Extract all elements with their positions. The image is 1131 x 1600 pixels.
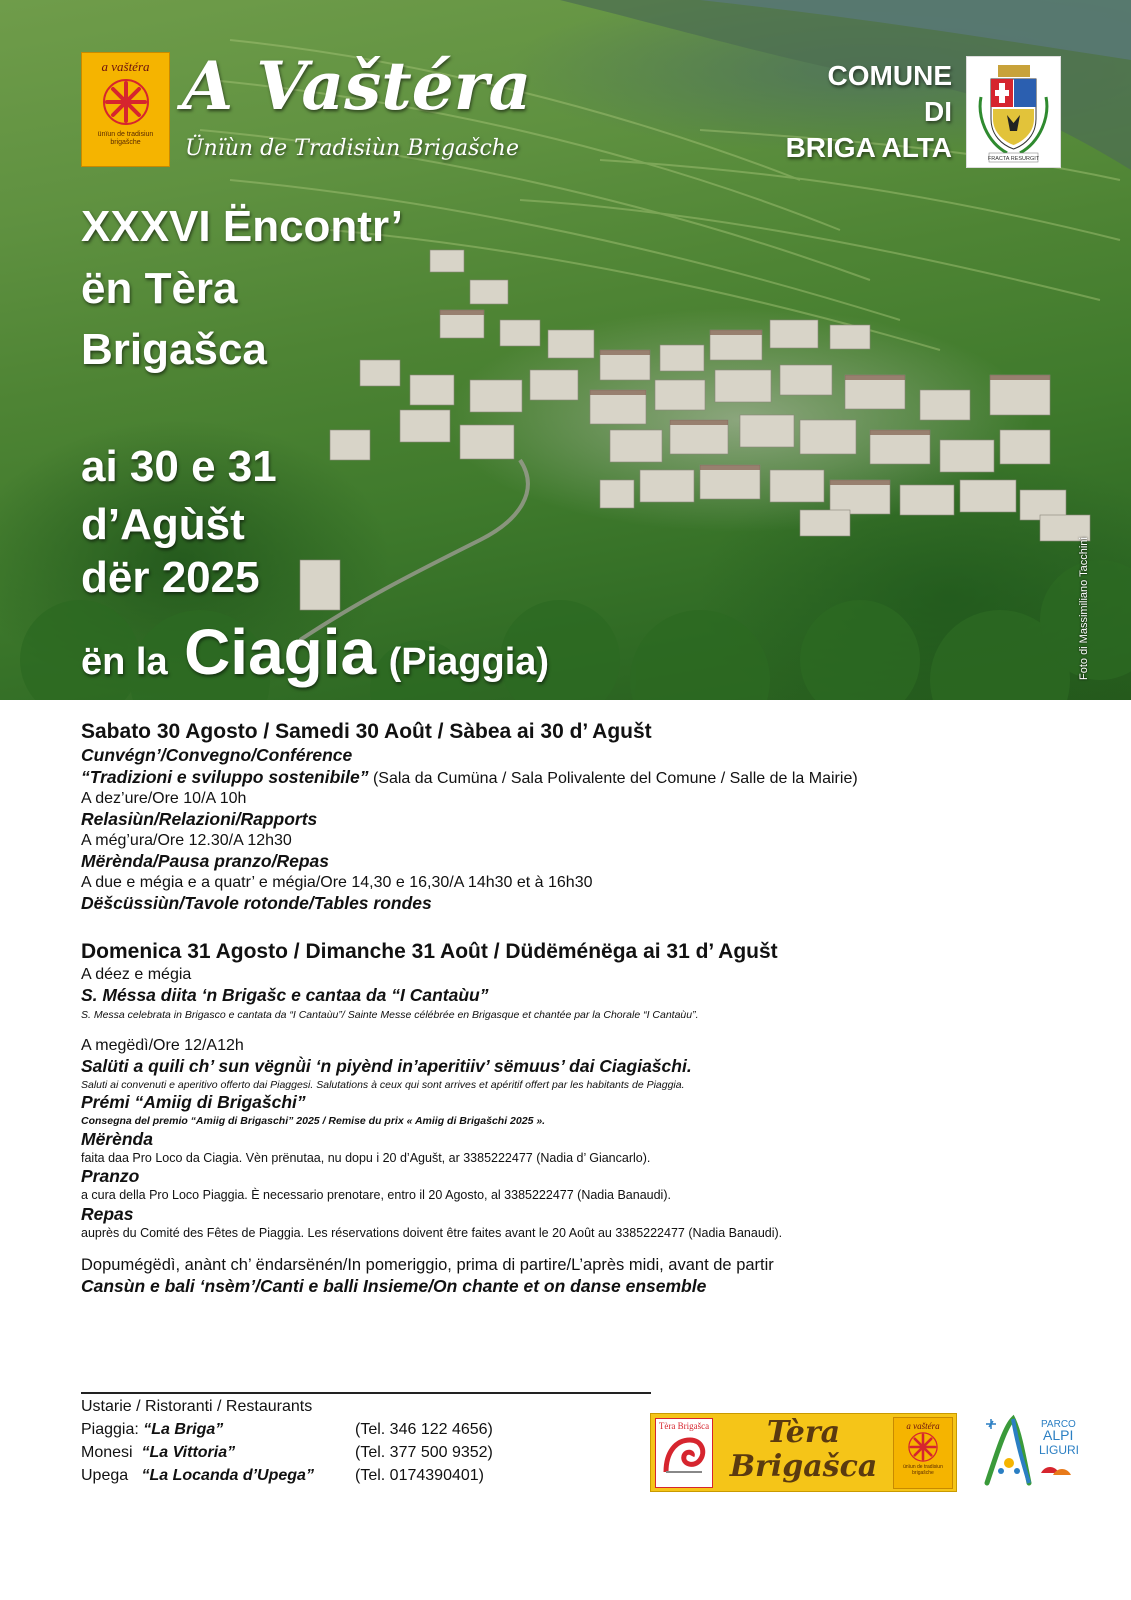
- comune-line-2: DI: [924, 96, 952, 127]
- photo-credit: Foto di Massimiliano Tacchini: [1078, 537, 1090, 680]
- vastera-logo-text: a vaštéra: [101, 59, 150, 74]
- conference-place: (Sala da Cumüna / Sala Polivalente del Comune / Salle de la Mairie): [368, 770, 858, 788]
- restaurant-phone: (Tel. 0174390401): [355, 1467, 484, 1484]
- mass-note: S. Messa celebrata in Brigasco e cantata da “I Cantaùu”/ Sainte Messe célébrée en Brigasque et chantée par la Chorale “I Cantaùu”.: [81, 1008, 699, 1021]
- restaurant-town: Upega: [81, 1467, 142, 1484]
- parco-line-2: ALPI: [1043, 1427, 1074, 1443]
- place-name: Ciagia: [184, 616, 377, 688]
- vastera-small-text: a vaštéra: [906, 1421, 940, 1431]
- date-line-2: d’Agùšt: [81, 500, 245, 549]
- vastera-logo-caption: ünïun de tradisiun brigašche: [97, 131, 154, 146]
- place-alt: (Piaggia): [388, 641, 550, 683]
- place-prefix: ën la: [81, 641, 168, 683]
- mass-time: A déez e mégia: [81, 966, 192, 983]
- restaurant-row: [81, 1467, 641, 1490]
- aperitif-time: A megëdì/Ore 12/A12h: [81, 1036, 244, 1054]
- parco-alpi-liguri-icon: [983, 1413, 1078, 1488]
- repas-label: Repas: [81, 1203, 134, 1224]
- page-title: A Vaštéra: [182, 47, 532, 125]
- tera-small-text: Tèra Brigašca: [658, 1421, 710, 1431]
- restaurant-town: Piaggia:: [81, 1421, 144, 1438]
- restaurant-phone: (Tel. 346 122 4656): [355, 1421, 493, 1438]
- merenda-note: faita daa Pro Loco da Ciagia. Vèn prënutaa, nu dopu i 20 d’Agušt, ar 3385222477 (Nadia d’ Giancarlo).: [81, 1150, 651, 1165]
- date-line-1: ai 30 e 31: [81, 442, 277, 491]
- occitan-cross-icon: [907, 1431, 939, 1463]
- briga-alta-crest: [966, 56, 1061, 168]
- comune-label: [740, 58, 952, 166]
- afternoon-label: Cansùn e bali ‘nsèm’/Canti e balli Insieme/On chante et on danse ensemble: [81, 1275, 707, 1296]
- vastera-small-logo: [893, 1417, 953, 1489]
- page-subtitle: Ünïùn de Tradisiùn Brigašche: [185, 136, 519, 161]
- ram-horn-icon: [656, 1432, 712, 1476]
- reports-label: Relasiùn/Relazioni/Rapports: [81, 809, 318, 830]
- parco-line-3: LIGURI: [1039, 1443, 1078, 1457]
- tera-small-logo: [655, 1418, 713, 1488]
- event-line-2: ën Tèra: [81, 264, 238, 313]
- pranzo-note: a cura della Pro Loco Piaggia. È necessario prenotare, entro il 20 Agosto, al 3385222477 (Nadia Banaudi).: [81, 1188, 671, 1203]
- program: [81, 719, 1071, 1298]
- sunday-heading: Domenica 31 Agosto / Dimanche 31 Août / Düdëménëga ai 31 d’ Agušt: [81, 939, 778, 963]
- comune-line-1: COMUNE: [827, 60, 952, 91]
- restaurant-town: Monesi: [81, 1444, 142, 1461]
- parco-alpi-liguri-logo: [983, 1413, 1078, 1488]
- parco-line-1: PARCO: [1041, 1419, 1076, 1430]
- conference-time: A dez’ure/Ore 10/A 10h: [81, 790, 247, 808]
- reports-time: A még’ura/Ore 12.30/A 12h30: [81, 832, 292, 849]
- restaurants-list: [81, 1398, 641, 1490]
- hero-photo: [0, 0, 1131, 700]
- restaurant-row: [81, 1421, 641, 1444]
- repas-note: auprès du Comité des Fêtes de Piaggia. Les réservations doivent être faites avant le 20 Août au 3385222477 (Nadia Banaudi).: [81, 1225, 783, 1240]
- afternoon-time: Dopumégëdì, anànt ch’ ëndarsënén/In pomeriggio, prima di partire/L’après midi, avant de partir: [81, 1256, 774, 1275]
- restaurants-heading: Ustarie / Ristoranti / Restaurants: [81, 1398, 313, 1415]
- conference-info: [81, 767, 1071, 789]
- prize-note: Consegna del premio “Amiig di Brigaschi” 2025 / Remise du prix « Amiig di Brigašchi 2025 ».: [81, 1115, 546, 1128]
- tera-big-line-1: Tèra: [766, 1415, 841, 1450]
- mass-label: S. Méssa diita ‘n Brigašc e cantaa da “I Cantaùu”: [81, 985, 489, 1005]
- restaurant-name: “La Locanda d’Upega”: [141, 1467, 314, 1484]
- tera-big-line-2: Brigašca: [729, 1449, 878, 1484]
- lunch-label: Mërènda/Pausa pranzo/Repas: [81, 851, 329, 871]
- restaurant-row: [81, 1444, 641, 1467]
- saturday-heading: Sabato 30 Agosto / Samedi 30 Août / Sàbea ai 30 d’ Agušt: [81, 720, 652, 743]
- aperitif-note: Saluti ai convenuti e aperitivo offerto dai Piaggesi. Salutations à ceux qui sont arrives et apéritif offert par les habitants de Piaggia.: [81, 1078, 685, 1091]
- event-line-3: Brigašca: [81, 325, 267, 374]
- crest-motto: FRACTA RESURGIT: [987, 156, 1040, 162]
- pranzo-label: Pranzo: [81, 1166, 140, 1187]
- conference-label: Cunvégn’/Convegno/Conférence: [81, 745, 353, 766]
- section-divider: [81, 1392, 651, 1394]
- restaurant-phone: (Tel. 377 500 9352): [355, 1444, 493, 1461]
- event-line-1: XXXVI Ëncontr’: [81, 202, 403, 251]
- restaurant-name: “La Briga”: [143, 1421, 224, 1438]
- event-place: [81, 616, 550, 688]
- tera-brigasca-banner: [650, 1413, 957, 1492]
- restaurant-name: “La Vittoria”: [141, 1444, 236, 1461]
- vastera-small-caption: ünïun de tradisiun brigašche: [903, 1464, 943, 1476]
- lunch-time: A due e mégia e a quatr’ e mégia/Ore 14,30 e 16,30/A 14h30 et à 16h30: [81, 873, 593, 891]
- comune-line-3: BRIGA ALTA: [785, 132, 952, 163]
- coat-of-arms-icon: [967, 57, 1060, 167]
- merenda-label: Mërènda: [81, 1128, 153, 1149]
- occitan-cross-icon: [101, 77, 151, 127]
- conference-title: “Tradizioni e sviluppo sostenibile”: [81, 767, 369, 788]
- roundtables-label: Dëšcüssiùn/Tavole rotonde/Tables rondes: [81, 892, 432, 913]
- vastera-logo: [81, 52, 170, 167]
- date-line-3: dër 2025: [81, 553, 260, 602]
- prize-label: Prémi “Amiig di Brigašchi”: [81, 1092, 306, 1113]
- aperitif-label: Salüti a quili ch’ sun vëgnǜi ‘n piyènd in’aperitiiv’ sëmuus’ dai Ciagiašchi.: [81, 1055, 692, 1076]
